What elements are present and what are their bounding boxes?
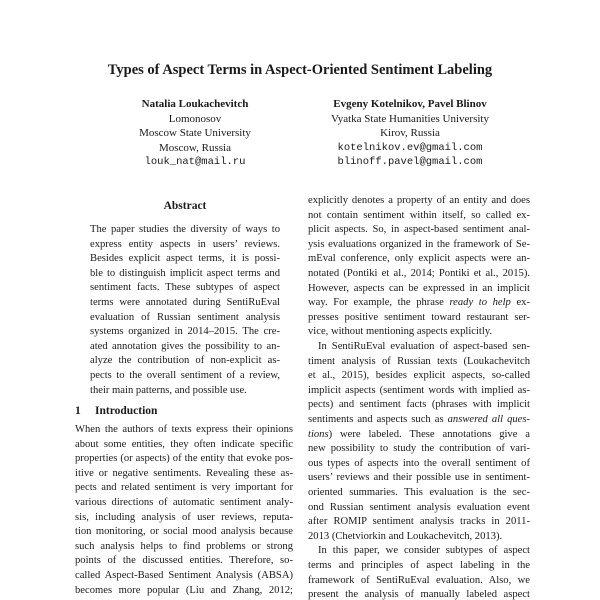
body-line bbox=[308, 297, 530, 308]
body-text: ex- bbox=[510, 297, 530, 309]
body-line: itive or negative sentiments. Revealing these as- bbox=[75, 467, 293, 479]
body-line: ysis evaluations organized in the framework of Se- bbox=[308, 238, 530, 250]
body-line: properties (or aspects) of the entity that evoke pos- bbox=[75, 453, 293, 465]
abstract-line: their main patterns, and possible use. bbox=[90, 384, 247, 396]
abstract-line: evaluation of Russian sentiment analysis bbox=[90, 311, 280, 323]
abstract-line: The paper studies the diversity of ways to bbox=[90, 224, 280, 235]
body-line: points of the discussed entities. Therefore, so- bbox=[75, 555, 293, 567]
body-line: notated (Pontiki et al., 2014; Pontiki et al., 2015). bbox=[308, 268, 530, 279]
body-line: new possibility to study the contribution of vari- bbox=[308, 443, 530, 455]
author-name: Evgeny Kotelnikov, Pavel Blinov bbox=[333, 98, 487, 110]
body-line: In this paper, we consider subtypes of aspect bbox=[318, 545, 530, 557]
italic-phrase: ready to help bbox=[449, 297, 511, 309]
body-text: ) were labeled. These annotations give a bbox=[328, 428, 530, 440]
abstract-line: pects to the overall sentiment of a review, bbox=[90, 370, 280, 381]
body-line: tion monitoring, or social mood analysis because bbox=[75, 526, 293, 538]
body-line: not contain sentiment within itself, so called ex- bbox=[308, 209, 530, 221]
author-affiliation: Moscow, Russia bbox=[158, 141, 231, 154]
abstract-line: ble to distinguish implicit aspect terms and bbox=[90, 267, 280, 279]
author-affiliation: Lomonosov bbox=[168, 112, 222, 125]
author-name: Natalia Loukachevitch bbox=[141, 98, 249, 110]
body-line: et al., 2015), besides explicit aspects, so-called bbox=[308, 370, 530, 382]
body-line: various directions of automatic sentiment analy- bbox=[75, 497, 293, 508]
author-affiliation: Vyatka State Humanities University bbox=[331, 112, 489, 125]
paper-title: Types of Aspect Terms in Aspect-Oriented Sentiment Labeling bbox=[107, 62, 493, 78]
author-email: kotelnikov.ev@gmail.com bbox=[337, 141, 483, 154]
body-line: pects) and sentiment facts (phrases with implicit bbox=[308, 399, 530, 411]
abstract-line: ated annotation gives the possibility to an- bbox=[90, 340, 280, 352]
abstract-line: alyze the contribution of non-explicit as- bbox=[90, 355, 280, 367]
body-line: after ROMIP sentiment analysis tracks in 2011- bbox=[308, 516, 530, 528]
author-affiliation: Moscow State University bbox=[139, 127, 251, 139]
abstract-line: express entity aspects in users’ reviews. bbox=[90, 238, 280, 250]
body-line: framework of SentiRuEval evaluation. Also, we bbox=[308, 574, 530, 586]
body-line: When the authors of texts express their opinions bbox=[75, 424, 293, 435]
author-email: blinoff.pavel@gmail.com bbox=[337, 156, 483, 168]
body-line bbox=[308, 429, 530, 440]
body-line: explicitly denotes a property of an entity and does bbox=[308, 195, 530, 206]
body-line: plicit aspects. So, in aspect-based sentiment anal- bbox=[308, 224, 530, 236]
section-number: 1 bbox=[75, 405, 81, 417]
body-line: called Aspect-Based Sentiment Analysis (ABSA) bbox=[75, 570, 293, 581]
abstract-line: systems organized in 2014–2015. The cre- bbox=[90, 326, 280, 338]
body-line bbox=[308, 414, 530, 425]
author-affiliation: Kirov, Russia bbox=[380, 127, 440, 139]
section-title: Introduction bbox=[95, 405, 158, 417]
body-line: oriented summaries. This evaluation is the sec- bbox=[308, 487, 530, 498]
abstract-line: sentiment facts. These subtypes of aspect bbox=[90, 282, 280, 294]
body-line: sis, including analysis of user reviews, reputa- bbox=[75, 511, 293, 523]
abstract-line: terms were annotated during SentiRuEval bbox=[90, 297, 280, 308]
body-line: ond Russian sentiment analysis evaluation event bbox=[308, 501, 530, 513]
body-line: implicit aspects (sentiment words with implied as- bbox=[308, 384, 530, 396]
body-line: In SentiRuEval evaluation of aspect-based sen- bbox=[318, 341, 530, 352]
body-line: pects and related sentiment is very important for bbox=[75, 482, 293, 494]
body-line: 2013 (Chetviorkin and Loukachevitch, 2013). bbox=[308, 530, 503, 542]
body-text: way. For example, the phrase bbox=[308, 297, 450, 309]
body-line: ous types of aspects into the overall sentiment of bbox=[308, 457, 530, 469]
body-line: such analysis helps to find problems or strong bbox=[75, 540, 293, 552]
author-email: louk_nat@mail.ru bbox=[144, 156, 246, 168]
body-line: vice, without mentioning aspects explicitly. bbox=[308, 326, 493, 338]
body-line: about some entities, they often indicate specific bbox=[75, 438, 293, 450]
author-block-2 bbox=[290, 97, 530, 170]
author-block-1 bbox=[100, 97, 290, 170]
body-line: However, aspects can be expressed in an implicit bbox=[308, 282, 530, 294]
body-line: presses positive sentiment toward restaurant ser- bbox=[308, 311, 530, 323]
body-line: present the analysis of manually labeled aspect bbox=[308, 589, 530, 600]
section-heading bbox=[75, 405, 157, 417]
abstract-heading: Abstract bbox=[163, 200, 207, 212]
body-line: terms and principles of aspect labeling in the bbox=[308, 560, 530, 571]
body-text: sentiments and aspects such as bbox=[308, 414, 448, 425]
body-line: timent analysis of Russian texts (Loukachevitch bbox=[308, 355, 530, 367]
italic-phrase: tions bbox=[308, 428, 329, 440]
body-line: becomes more popular (Liu and Zhang, 2012; bbox=[75, 584, 293, 596]
body-line: mEval conference, only explicit aspects were an- bbox=[308, 253, 530, 265]
body-line: users’ reviews and their possible use in sentiment- bbox=[308, 472, 530, 484]
abstract-line: Besides explicit aspect terms, it is possi- bbox=[90, 253, 280, 265]
italic-phrase: answered all ques- bbox=[447, 414, 531, 425]
